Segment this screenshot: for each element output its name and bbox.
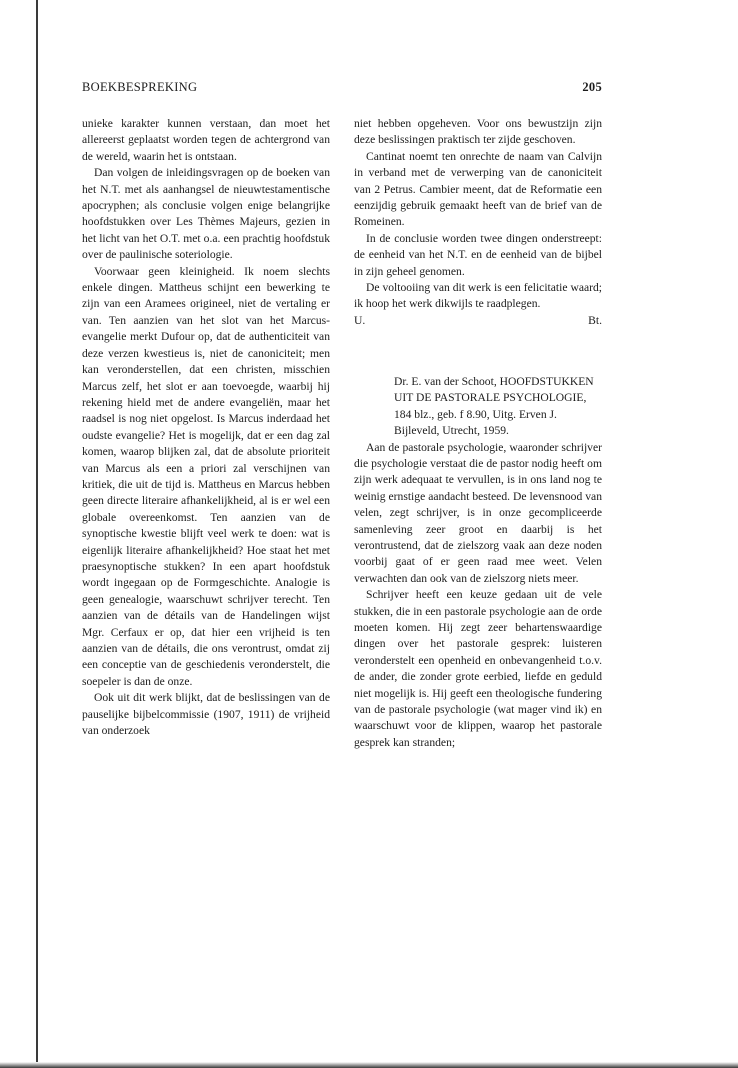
scan-edge-bottom <box>0 1062 738 1068</box>
review-signature <box>354 313 602 329</box>
paragraph: niet hebben opgeheven. Voor ons bewustzijn zijn deze beslissingen praktisch ter zijde geschoven. <box>354 117 602 147</box>
signature-initial: U. <box>354 313 366 327</box>
paragraph: Voorwaar geen kleinigheid. Ik noem slechts enkele dingen. Mattheus schijnt een bewerking te zijn van een Aramees origineel, niet de vertaling er van. Ten aanzien van het slot van het Marcus-evangelie merkt Dufour op, dat de authenticiteit van deze verzen kwestieus is, niet de canoniciteit; men kan veronderstellen, dat een christen, misschien Marcus zelf, het slot er aan toevoegde, waarbij hij rekening hield met de andere evangeliën, maar het raadsel is nog niet opgelost. Is Marcus inderdaad het oudste evangelie? Het is mogelijk, dat er een dag zal komen, waarop blijken zal, dat de absolute prioriteit van Marcus als een a priori zal verschijnen van kritiek, die uit de tijd is. Mattheus en Marcus hebben geen directe literaire afhankelijkheid, al is er wel een globale overeenkomst. Ten aanzien van de synoptische kwestie blijft veel werk te doen: wat is eigenlijk literaire afhankelijkheid? Hoe staat het met praesynoptische stukken? In een apart hoofdstuk wordt ingegaan op de Formgeschichte. Analogie is geen genealogie, waarschuwt schrijver terecht. Ten aanzien van de détails van de Handelingen wijst Mgr. Cerfaux er op, dat hier een vrijheid is ten aanzien van de détails, die ons verontrust, omdat zij een conceptie van de geschiedenis veronderstelt, die soepeler is dan de onze. <box>82 264 330 688</box>
signature-author: Bt. <box>588 313 602 327</box>
paragraph: Dan volgen de inleidingsvragen op de boeken van het N.T. met als aanhangsel de nieuwtestamentische apocryphen; als conclusie volgen enige belangrijke hoofdstukken over Les Thèmes Majeurs, gezien in het licht van het O.T. met o.a. een prachtig hoofdstuk over de paulinische soteriologie. <box>82 166 330 262</box>
page-number: 205 <box>582 80 602 94</box>
running-title: BOEKBESPREKING <box>82 80 198 94</box>
scan-edge-left <box>36 0 38 1068</box>
paragraph: unieke karakter kunnen verstaan, dan moet het allereerst geplaatst worden tegen de achtergrond van de wereld, waarin het is ontstaan. <box>82 117 330 163</box>
page-header <box>82 80 602 100</box>
right-column <box>354 116 602 751</box>
book-reference: Dr. E. van der Schoot, HOOFDSTUKKEN UIT DE PASTORALE PSYCHOLOGIE, 184 blz., geb. f 8.90, Uitg. Erven J. Bijleveld, Utrecht, 1959. <box>394 374 594 438</box>
paragraph: Schrijver heeft een keuze gedaan uit de vele stukken, die in een pastorale psychologie aan de orde moeten komen. Hij zegt zeer behartenswaardige dingen over het pastorale gesprek: luisteren veronderstelt een openheid en onbevangenheid t.o.v. de ander, die zonder grote eerbied, liefde en geduld niet mogelijk is. Hij geeft een theologische fundering van de pastorale psychologie (wat mager vind ik) en waarschuwt voor de klippen, waarop het pastorale gesprek kan stranden; <box>354 588 602 749</box>
paragraph: Cantinat noemt ten onrechte de naam van Calvijn in verband met de verwerping van de canoniciteit van 2 Petrus. Cambier meent, dat de Reformatie een eenzijdig gebruik gemaakt heeft van de brief van de Romeinen. <box>354 149 602 229</box>
paragraph: Aan de pastorale psychologie, waaronder schrijver die psychologie verstaat die de pastor nodig heeft om zijn werk adequaat te vervullen, is in ons land nog te weinig ernstige aandacht besteed. De levensnood van velen, zegt schrijver, is in onze gecompliceerde samenleving zeer groot en daarbij is het verontrustend, dat de zielszorg vaak aan deze noden voorbij gaat of er geen raad mee weet. Velen verwachten dan ook van de zielszorg niets meer. <box>354 440 602 585</box>
paragraph: De voltooiing van dit werk is een felicitatie waard; ik hoop het werk dikwijls te raadplegen. <box>354 281 602 311</box>
paragraph: In de conclusie worden twee dingen onderstreept: de eenheid van het N.T. en de eenheid van de bijbel in zijn geheel genomen. <box>354 231 602 278</box>
left-column <box>82 116 330 739</box>
paragraph: Ook uit dit werk blijkt, dat de beslissingen van de pauselijke bijbelcommissie (1907, 1911) de vrijheid van onderzoek <box>82 691 330 738</box>
